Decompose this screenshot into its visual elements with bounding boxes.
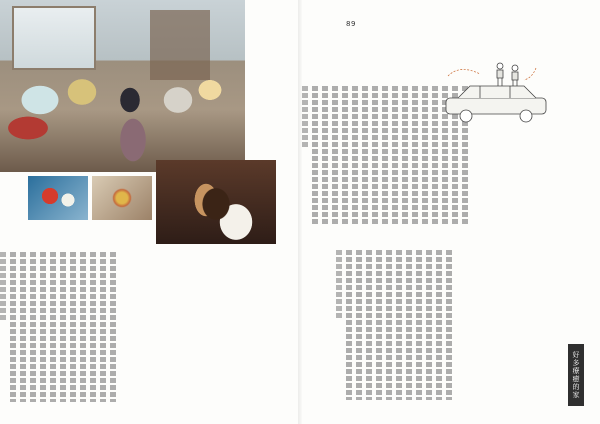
text-column bbox=[110, 252, 116, 402]
text-column bbox=[366, 250, 372, 400]
craft-closeup-photo bbox=[92, 176, 152, 220]
toy-closeup-photo bbox=[28, 176, 88, 220]
text-column bbox=[446, 250, 452, 400]
text-column bbox=[392, 86, 398, 226]
text-column bbox=[100, 252, 106, 402]
right-page-body-text-lower bbox=[336, 250, 452, 400]
text-column bbox=[352, 86, 358, 226]
text-column bbox=[322, 86, 328, 226]
left-page-body-text bbox=[0, 252, 116, 402]
text-column bbox=[90, 252, 96, 402]
text-column bbox=[336, 250, 342, 318]
text-column bbox=[20, 252, 26, 402]
text-column bbox=[332, 86, 338, 226]
text-column bbox=[60, 252, 66, 402]
text-column bbox=[382, 86, 388, 226]
text-column bbox=[10, 252, 16, 402]
text-column bbox=[406, 250, 412, 400]
dog-photo bbox=[156, 160, 276, 244]
text-column bbox=[422, 86, 428, 226]
chapter-side-tab: 好多療癒的家 bbox=[568, 344, 584, 406]
text-column bbox=[80, 252, 86, 402]
car-illustration bbox=[440, 58, 552, 130]
page-number: 89 bbox=[346, 20, 356, 28]
window bbox=[12, 6, 96, 70]
text-column bbox=[302, 86, 308, 149]
text-column bbox=[0, 252, 6, 320]
text-column bbox=[396, 250, 402, 400]
text-column bbox=[372, 86, 378, 226]
text-column bbox=[312, 86, 318, 226]
text-column bbox=[356, 250, 362, 400]
shelf bbox=[150, 10, 210, 80]
text-column bbox=[416, 250, 422, 400]
text-column bbox=[376, 250, 382, 400]
text-column bbox=[40, 252, 46, 402]
text-column bbox=[362, 86, 368, 226]
text-column bbox=[426, 250, 432, 400]
room-photo bbox=[0, 0, 245, 172]
text-column bbox=[346, 250, 352, 400]
text-column bbox=[436, 250, 442, 400]
text-column bbox=[70, 252, 76, 402]
text-column bbox=[412, 86, 418, 226]
text-column bbox=[402, 86, 408, 226]
text-column bbox=[50, 252, 56, 402]
text-column bbox=[432, 86, 438, 226]
text-column bbox=[30, 252, 36, 402]
text-column bbox=[342, 86, 348, 226]
text-column bbox=[386, 250, 392, 400]
